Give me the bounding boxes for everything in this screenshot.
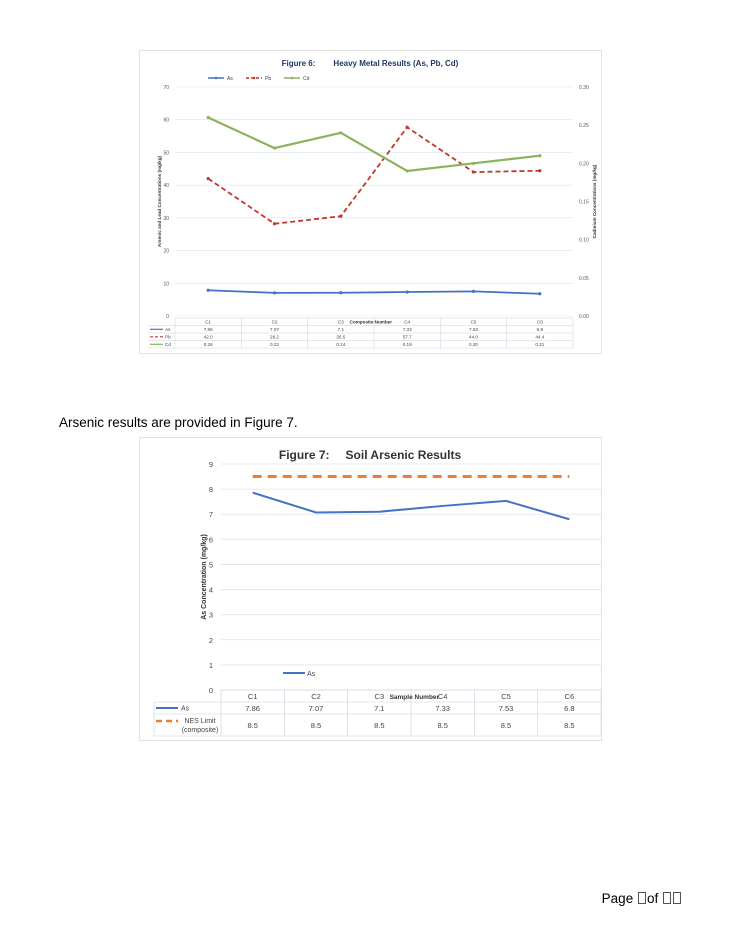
figure-7-soil-arsenic-chart	[139, 437, 602, 741]
legend-label-as: As	[307, 671, 316, 678]
data-point-cd	[339, 131, 342, 134]
y2-tick-label: 0.25	[579, 123, 589, 130]
data-label: 44.0	[469, 334, 478, 340]
legend-label-as: As	[227, 76, 233, 82]
table-series-name-line2: (composite)	[181, 727, 219, 734]
x-tick-label: C5	[501, 692, 511, 701]
series-line-cd	[208, 118, 540, 171]
x-tick-label: C5	[470, 319, 477, 325]
y-tick-label: 9	[208, 460, 213, 469]
y2-axis-title: Cadmium Concentrations (mg/kg)	[592, 164, 597, 239]
y2-tick-label: 0.15	[579, 199, 589, 206]
data-label: 8.5	[247, 721, 258, 730]
x-tick-label: C1	[205, 319, 212, 325]
legend-label-pb: Pb	[265, 76, 272, 82]
data-label: 0.26	[203, 342, 213, 347]
page-number-box	[638, 892, 646, 904]
legend-label-cd: Cd	[303, 76, 310, 82]
x-axis-title: Composite Number	[349, 319, 393, 325]
title-text: Soil Arsenic Results	[345, 448, 462, 462]
figure-6-heavy-metal-chart	[139, 50, 602, 354]
data-label: 42.0	[203, 334, 213, 340]
x-axis-title: Sample Number	[389, 694, 440, 701]
x-tick-label: C2	[311, 692, 321, 701]
data-point-pb	[538, 169, 541, 172]
x-tick-label: C3	[337, 319, 344, 325]
data-point-pb	[273, 222, 276, 225]
data-point-cd	[207, 116, 210, 119]
y-tick-label: 0	[166, 314, 169, 320]
data-point-pb	[472, 170, 475, 173]
y-tick-label: 2	[208, 635, 213, 645]
y-tick-label: 50	[163, 150, 169, 157]
data-label: 0.24	[336, 342, 346, 347]
y-tick-label: 7	[208, 510, 213, 520]
table-series-name: As	[181, 705, 190, 713]
data-label: 7.33	[435, 704, 450, 713]
paragraph-text: Arsenic results are provided in Figure 7.	[59, 415, 298, 430]
data-label: 7.33	[402, 327, 412, 332]
data-point-as	[339, 291, 342, 294]
series-line-pb	[208, 127, 540, 224]
data-label: 44.4	[535, 334, 545, 340]
data-point-as	[406, 290, 409, 293]
data-point-pb	[339, 215, 342, 218]
data-label: 28.2	[270, 334, 279, 340]
y-tick-label: 10	[163, 281, 169, 288]
x-tick-label: C4	[437, 692, 448, 701]
legend-marker-cd	[291, 77, 294, 80]
y-tick-label: 5	[208, 560, 213, 570]
data-label: 7.86	[245, 704, 260, 713]
data-point-as	[538, 292, 541, 295]
of-label: of	[646, 891, 659, 906]
table-series-name: Cd	[165, 342, 171, 347]
x-tick-label: C4	[404, 319, 411, 325]
y2-tick-label: 0.05	[579, 275, 589, 282]
series-line-as	[253, 493, 570, 520]
data-label: 0.22	[270, 342, 279, 347]
page-total-box-1	[663, 892, 671, 904]
x-tick-label: C1	[247, 692, 258, 701]
chart-title	[282, 59, 459, 68]
data-label: 7.1	[374, 704, 385, 713]
y-axis-title: As Concentration (mg/kg)	[201, 534, 208, 620]
legend-marker-pb	[253, 77, 256, 80]
page-label: Page	[601, 891, 634, 906]
figure-label: Figure 7:	[278, 448, 330, 462]
y-tick-label: 6	[208, 535, 213, 545]
data-label: 8.5	[374, 721, 385, 730]
y-tick-label: 4	[208, 585, 213, 595]
y-tick-label: 60	[163, 117, 169, 124]
data-point-cd	[406, 169, 409, 172]
data-point-cd	[472, 162, 475, 165]
y-tick-label: 3	[208, 610, 213, 620]
data-label: 6.8	[564, 704, 575, 713]
table-series-name: Pb	[165, 334, 171, 340]
page-footer	[602, 891, 682, 906]
data-point-as	[472, 290, 475, 293]
y-tick-label: 30	[163, 215, 169, 222]
page-total-box-2	[673, 892, 681, 904]
data-label: 7.07	[270, 327, 279, 332]
y2-tick-label: 0.10	[579, 237, 589, 244]
data-label: 8.5	[564, 721, 575, 730]
data-label: 8.5	[437, 721, 448, 730]
y-tick-label: 0	[208, 686, 213, 695]
data-point-cd	[538, 154, 541, 157]
y2-tick-label: 0.30	[579, 85, 589, 91]
figure-6-svg	[140, 51, 601, 353]
data-label: 7.86	[203, 327, 213, 332]
y-tick-label: 20	[163, 248, 169, 255]
series-line-as	[208, 290, 540, 293]
y-tick-label: 40	[163, 183, 169, 190]
x-tick-label: C6	[564, 692, 575, 701]
data-label: 7.53	[469, 327, 478, 332]
data-label: 30.5	[336, 334, 346, 340]
chart-title	[279, 448, 462, 462]
data-label: 7.1	[337, 327, 345, 332]
y-tick-label: 1	[208, 660, 213, 670]
data-label: 7.07	[308, 704, 324, 713]
figure-label: Figure 6:	[281, 59, 316, 68]
y-axis-title: Arsenic and Lead Concentrations (mg/kg)	[157, 155, 162, 248]
y2-tick-label: 0.00	[579, 314, 589, 320]
data-point-pb	[406, 126, 409, 129]
data-label: 0.20	[469, 342, 478, 347]
y-tick-label: 8	[208, 485, 213, 495]
data-label: 8.5	[310, 721, 322, 730]
y-tick-label: 70	[163, 85, 169, 91]
data-point-as	[273, 291, 276, 294]
x-tick-label: C3	[374, 692, 385, 701]
data-label: 57.7	[402, 334, 412, 340]
data-label: 7.53	[498, 704, 514, 713]
data-label: 6.8	[536, 327, 544, 332]
x-tick-label: C2	[271, 319, 278, 325]
title-text: Heavy Metal Results (As, Pb, Cd)	[333, 59, 459, 68]
table-series-name: As	[165, 327, 171, 332]
data-label: 0.19	[402, 342, 412, 347]
legend-marker-as	[215, 77, 218, 80]
data-label: 8.5	[500, 721, 512, 730]
table-series-name-line1: NES Limit	[184, 718, 216, 725]
data-label: 0.21	[535, 342, 545, 347]
figure-7-svg	[140, 438, 601, 740]
data-point-as	[207, 289, 210, 292]
data-point-cd	[273, 146, 276, 149]
x-tick-label: C6	[536, 319, 543, 325]
y2-tick-label: 0.20	[579, 161, 589, 168]
data-point-pb	[207, 177, 210, 180]
